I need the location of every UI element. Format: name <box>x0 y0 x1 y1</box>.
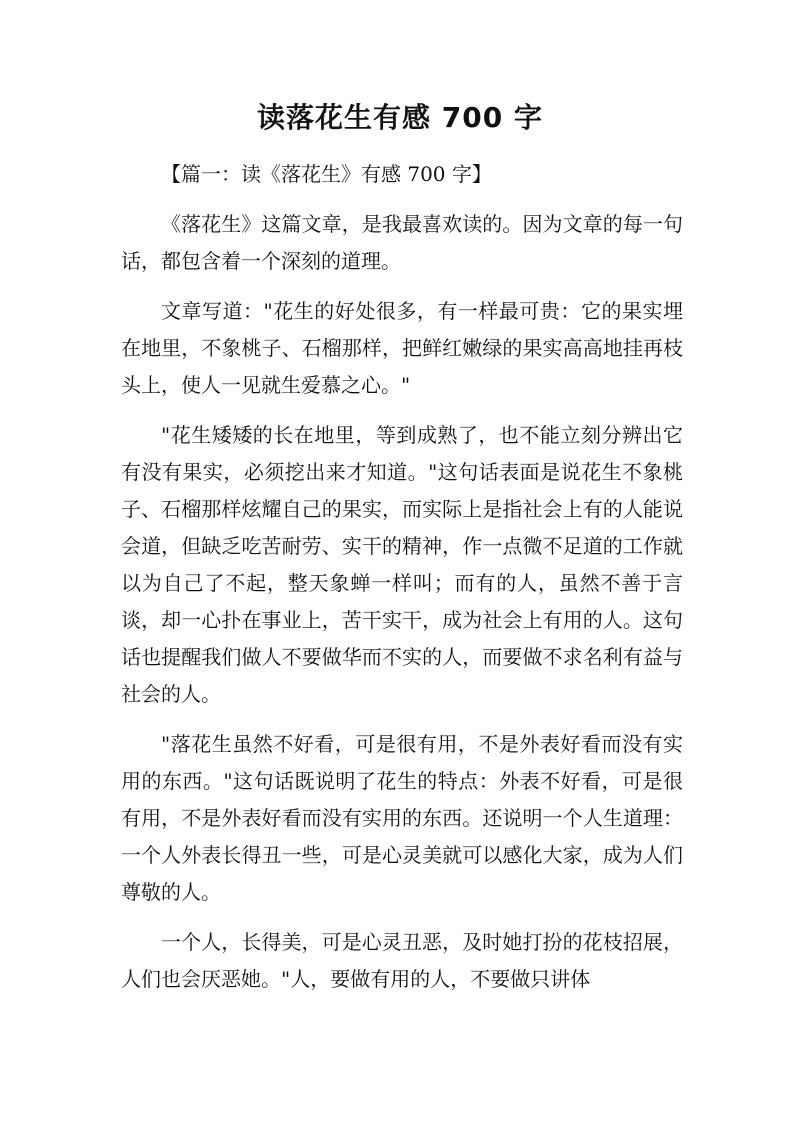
paragraph-4: "落花生虽然不好看，可是很有用，不是外表好看而没有实用的东西。"这句话既说明了花生的特点：外表不好看，可是很有用，不是外表好看而没有实用的东西。还说明一个人生道理：一个人外表长得丑一些，可是心灵美就可以感化大家，成为人们尊敬的人。 <box>121 732 683 904</box>
paragraph-2: 文章写道："花生的好处很多，有一样最可贵：它的果实埋在地里，不象桃子、石榴那样，把鲜红嫩绿的果实高高地挂再枝头上，使人一见就生爱慕之心。" <box>121 299 683 397</box>
page-title: 读落花生有感 700 字 <box>257 101 543 134</box>
document-body <box>121 156 683 1011</box>
paragraph-5: 一个人，长得美，可是心灵丑恶，及时她打扮的花枝招展，人们也会厌恶她。"人，要做有用的人，不要做只讲体 <box>121 930 683 991</box>
paragraph-1: 《落花生》这篇文章，是我最喜欢读的。因为文章的每一句话，都包含着一个深刻的道理。 <box>121 212 683 273</box>
section-heading: 【篇一：读《落花生》有感 700 字】 <box>161 162 492 186</box>
paragraph-3: "花生矮矮的长在地里，等到成熟了，也不能立刻分辨出它有没有果实，必须挖出来才知道。"这句话表面是说花生不象桃子、石榴那样炫耀自己的果实，而实际上是指社会上有的人能说会道，但缺乏吃苦耐劳、实干的精神，作一点微不足道的工作就以为自己了不起，整天象蝉一样叫；而有的人，虽然不善于言谈，却一心扑在事业上，苦干实干，成为社会上有用的人。这句话也提醒我们做人不要做华而不实的人，而要做不求名利有益与社会的人。 <box>121 423 683 706</box>
